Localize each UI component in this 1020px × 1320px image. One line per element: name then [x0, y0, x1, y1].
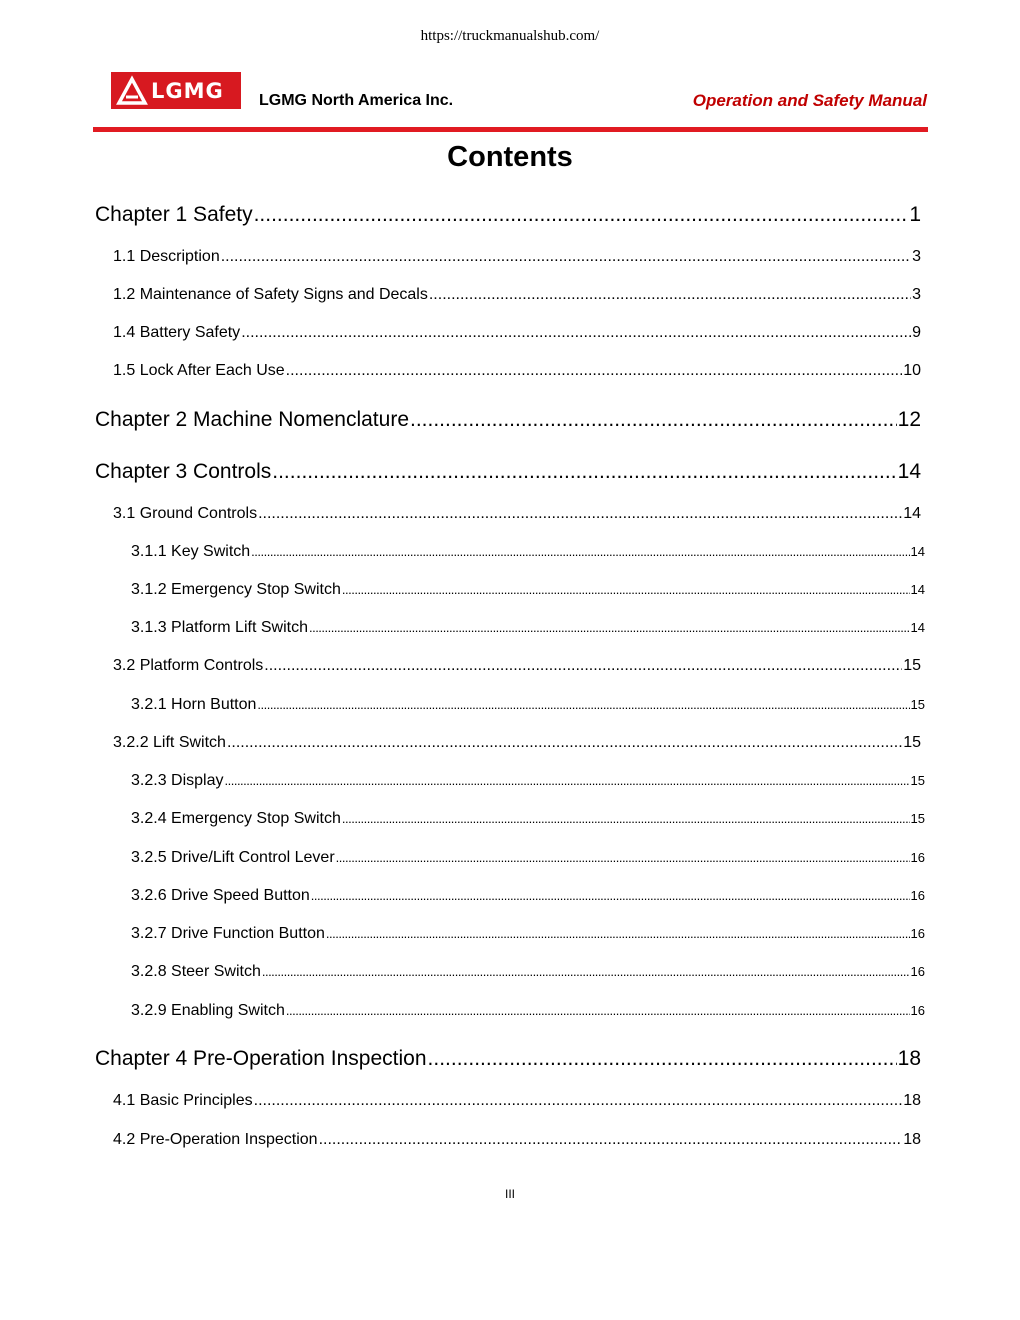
toc-section-entry[interactable] — [131, 810, 925, 828]
toc-entry-page: 14 — [910, 582, 925, 597]
toc-entry-title: 3.2.2 Lift Switch — [113, 734, 226, 751]
source-url: https://truckmanualshub.com/ — [420, 28, 600, 44]
toc-entry-title: Chapter 4 Pre-Operation Inspection — [95, 1047, 427, 1070]
page-title: Contents — [447, 141, 573, 173]
toc-entry-title: 4.1 Basic Principles — [113, 1092, 253, 1109]
toc-entry-title: 3.1.1 Key Switch — [131, 543, 251, 560]
company-name: LGMG North America Inc. — [259, 92, 454, 109]
toc-entry-page: 16 — [910, 850, 925, 865]
dot-leader — [262, 964, 910, 979]
toc-section-entry[interactable] — [131, 696, 925, 714]
toc-entry-title: 1.2 Maintenance of Safety Signs and Decals — [113, 286, 428, 303]
toc-entry-title: 3.2.7 Drive Function Button — [131, 925, 325, 942]
toc-entry-page: 10 — [903, 362, 921, 379]
toc-entry-page: 16 — [910, 888, 925, 903]
toc-entry-title: Chapter 3 Controls — [95, 460, 272, 483]
toc-entry-title: 3.2.9 Enabling Switch — [131, 1002, 285, 1019]
toc-section-entry[interactable] — [113, 1131, 921, 1149]
toc-entry-page: 16 — [910, 964, 925, 979]
toc-section-entry[interactable] — [113, 362, 921, 380]
dot-leader — [410, 408, 897, 432]
toc-section-entry[interactable] — [131, 925, 925, 943]
toc-entry-page: 3 — [912, 248, 921, 265]
toc-entry-page: 18 — [903, 1092, 921, 1109]
toc-section-entry[interactable] — [113, 324, 921, 342]
logo-text: LGMG — [151, 79, 224, 103]
toc-entry-page: 15 — [910, 773, 925, 788]
toc-entry-title: 3.2.4 Emergency Stop Switch — [131, 810, 341, 827]
toc-section-entry[interactable] — [131, 772, 925, 790]
dot-leader — [342, 582, 910, 597]
toc-section-entry[interactable] — [131, 887, 925, 905]
dot-leader — [428, 1047, 897, 1071]
dot-leader — [286, 1003, 910, 1018]
dot-leader — [221, 248, 911, 266]
dot-leader — [264, 657, 902, 675]
toc-entry-title: Chapter 2 Machine Nomenclature — [95, 408, 409, 431]
dot-leader — [254, 1092, 903, 1110]
toc-section-entry[interactable] — [113, 1092, 921, 1110]
toc-section-entry[interactable] — [113, 505, 921, 523]
toc-entry-page: 14 — [910, 544, 925, 559]
dot-leader — [272, 460, 896, 484]
dot-leader — [225, 773, 910, 788]
dot-leader — [227, 734, 902, 752]
dot-leader — [286, 362, 903, 380]
toc-entry-page: 1 — [909, 203, 921, 226]
toc-entry-title: 1.1 Description — [113, 248, 220, 265]
dot-leader — [336, 850, 910, 865]
dot-leader — [254, 203, 909, 227]
toc-entry-page: 14 — [903, 505, 921, 522]
toc-entry-title: 4.2 Pre-Operation Inspection — [113, 1131, 318, 1148]
dot-leader — [429, 286, 911, 304]
toc-entry-page: 16 — [910, 1003, 925, 1018]
toc-entry-page: 9 — [912, 324, 921, 341]
toc-entry-title: 3.1.3 Platform Lift Switch — [131, 619, 308, 636]
toc-entry-title: 1.4 Battery Safety — [113, 324, 241, 341]
toc-entry-title: 1.5 Lock After Each Use — [113, 362, 285, 379]
toc-entry-page: 16 — [910, 926, 925, 941]
toc-entry-page: 12 — [897, 408, 921, 431]
toc-section-entry[interactable] — [113, 248, 921, 266]
toc-section-entry[interactable] — [113, 286, 921, 304]
toc-section-entry[interactable] — [131, 581, 925, 599]
toc-entry-title: 3.2.5 Drive/Lift Control Lever — [131, 849, 335, 866]
dot-leader — [319, 1131, 903, 1149]
toc-chapter-entry[interactable] — [95, 1047, 921, 1071]
toc-entry-title: 3.1 Ground Controls — [113, 505, 258, 522]
toc-entry-page: 18 — [903, 1131, 921, 1148]
toc-entry-page: 14 — [897, 460, 921, 483]
toc-section-entry[interactable] — [131, 1002, 925, 1020]
dot-leader — [309, 620, 910, 635]
toc-entry-title: 3.2.8 Steer Switch — [131, 963, 261, 980]
dot-leader — [251, 544, 909, 559]
toc-section-entry[interactable] — [131, 849, 925, 867]
toc-chapter-entry[interactable] — [95, 460, 921, 484]
toc-section-entry[interactable] — [131, 963, 925, 981]
toc-section-entry[interactable] — [131, 543, 925, 561]
toc-section-entry[interactable] — [113, 734, 921, 752]
toc-section-entry[interactable] — [131, 619, 925, 637]
toc-entry-page: 15 — [910, 697, 925, 712]
page-number: III — [504, 1187, 515, 1201]
toc-chapter-entry[interactable] — [95, 408, 921, 432]
toc-entry-title: 3.2.1 Horn Button — [131, 696, 257, 713]
toc-entry-title: 3.2.6 Drive Speed Button — [131, 887, 310, 904]
toc-entry-title: Chapter 1 Safety — [95, 203, 253, 226]
toc-entry-title: 3.2 Platform Controls — [113, 657, 264, 674]
toc-entry-title: 3.1.2 Emergency Stop Switch — [131, 581, 341, 598]
toc-entry-title: 3.2.3 Display — [131, 772, 224, 789]
toc-section-entry[interactable] — [113, 657, 921, 675]
dot-leader — [326, 926, 910, 941]
manual-title: Operation and Safety Manual — [692, 91, 927, 110]
toc-entry-page: 14 — [910, 620, 925, 635]
dot-leader — [257, 697, 909, 712]
dot-leader — [311, 888, 910, 903]
toc-chapter-entry[interactable] — [95, 203, 921, 227]
toc-entry-page: 3 — [912, 286, 921, 303]
dot-leader — [258, 505, 902, 523]
toc-entry-page: 18 — [897, 1047, 921, 1070]
toc-entry-page: 15 — [903, 657, 921, 674]
toc-entry-page: 15 — [903, 734, 921, 751]
toc-entry-page: 15 — [910, 811, 925, 826]
dot-leader — [342, 811, 910, 826]
dot-leader — [241, 324, 911, 342]
